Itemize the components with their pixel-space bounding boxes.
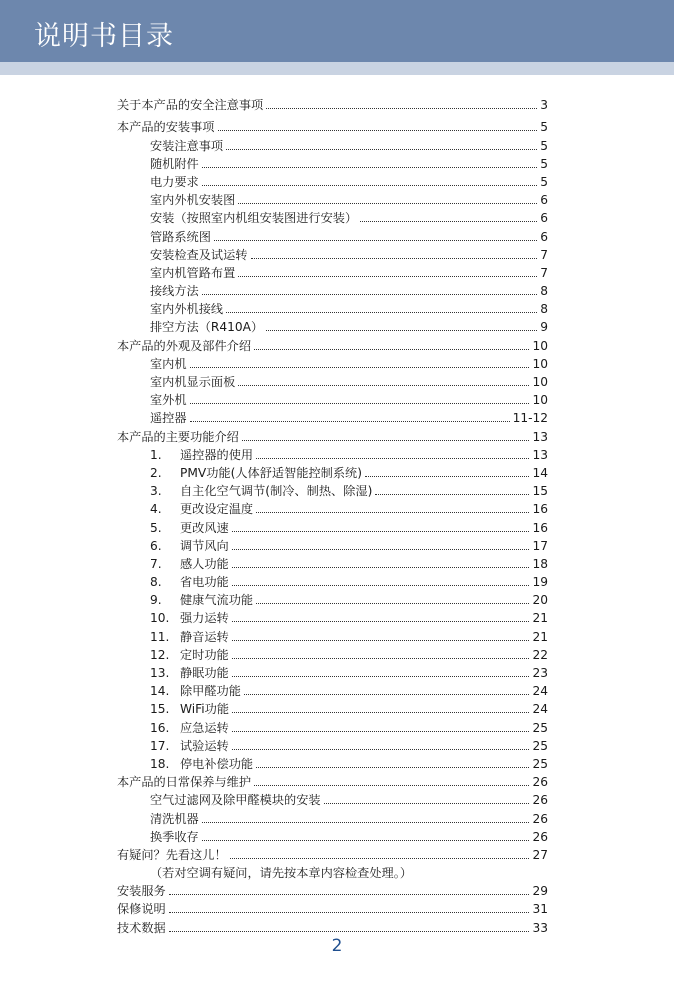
toc-chapter[interactable] — [117, 844, 548, 862]
dot-leader — [256, 603, 529, 604]
dot-leader — [230, 858, 530, 859]
dot-leader — [238, 385, 529, 386]
toc-chapter[interactable] — [117, 334, 548, 352]
toc-entry-title: 保修说明 — [117, 902, 166, 917]
toc-entry-title: 本产品的安装事项 — [117, 120, 215, 135]
toc-entry[interactable] — [117, 189, 548, 207]
dot-leader — [232, 712, 529, 713]
toc-entry-title: 试验运转 — [180, 738, 229, 753]
toc-entry-page: 25 — [532, 738, 548, 753]
toc-entry-page: 9 — [540, 320, 548, 335]
dot-leader — [254, 349, 529, 350]
toc-entry-title: 电力要求 — [150, 174, 199, 189]
dot-leader — [242, 440, 530, 441]
toc-entry-title: 安装注意事项 — [150, 138, 224, 153]
toc-entry[interactable] — [117, 662, 548, 680]
toc-entry-title: 空气过滤网及除甲醛模块的安装 — [150, 793, 321, 808]
toc-entry-number: 2. — [150, 465, 162, 480]
toc-entry-page: 15 — [532, 484, 548, 499]
toc-entry[interactable] — [117, 153, 548, 171]
toc-chapter[interactable] — [117, 116, 548, 134]
toc-entry[interactable] — [117, 244, 548, 262]
toc-entry[interactable] — [117, 807, 548, 825]
toc-entry[interactable] — [117, 353, 548, 371]
toc-entry-title: 本产品的主要功能介绍 — [117, 429, 239, 444]
toc-entry-page: 5 — [540, 138, 548, 153]
dot-leader — [226, 149, 537, 150]
toc-entry[interactable] — [117, 207, 548, 225]
toc-entry-page: 26 — [532, 811, 548, 826]
toc-entry[interactable] — [117, 535, 548, 553]
dot-leader — [202, 840, 530, 841]
toc-entry-title: 遥控器的使用 — [180, 447, 254, 462]
toc-entry[interactable] — [117, 280, 548, 298]
toc-entry-title: WiFi功能 — [180, 702, 230, 717]
dot-leader — [214, 240, 537, 241]
dot-leader — [256, 767, 529, 768]
toc-entry-page: 24 — [532, 702, 548, 717]
toc-chapter[interactable] — [117, 771, 548, 789]
toc-entry-page: 16 — [532, 520, 548, 535]
toc-entry-title: 自主化空气调节(制冷、制热、除湿) — [180, 484, 373, 499]
toc-entry-page: 16 — [532, 502, 548, 517]
toc-entry-page: 22 — [532, 647, 548, 662]
toc-entry[interactable] — [117, 553, 548, 571]
toc-entry-title: 排空方法（R410A） — [150, 320, 264, 335]
dot-leader — [202, 185, 537, 186]
toc-entry-page: 10 — [532, 356, 548, 371]
dot-leader — [232, 549, 530, 550]
toc-entry-page: 14 — [532, 465, 548, 480]
toc-entry-page: 6 — [540, 229, 548, 244]
dot-leader — [202, 167, 537, 168]
toc-entry-page: 19 — [532, 575, 548, 590]
toc-entry-page: 27 — [532, 847, 548, 862]
toc-entry-title: 换季收存 — [150, 829, 199, 844]
toc-entry-title: 有疑问？先看这儿！ — [117, 847, 227, 862]
toc-entry-title: 停电补偿功能 — [180, 756, 254, 771]
toc-entry-page: 26 — [532, 775, 548, 790]
table-of-contents — [117, 94, 548, 935]
toc-entry-title: 调节风向 — [180, 538, 229, 553]
toc-entry[interactable] — [117, 316, 548, 334]
toc-entry-page: 21 — [532, 629, 548, 644]
toc-entry[interactable] — [117, 171, 548, 189]
toc-entry-title: 安装服务 — [117, 884, 166, 899]
toc-entry-number: 17. — [150, 738, 170, 753]
dot-leader — [266, 330, 537, 331]
toc-entry-title: （若对空调有疑问，请先按本章内容检查处理。） — [150, 866, 413, 881]
dot-leader — [232, 731, 530, 732]
toc-entry[interactable] — [117, 516, 548, 534]
toc-entry-title: 室外机 — [150, 393, 187, 408]
toc-chapter[interactable] — [117, 916, 548, 934]
toc-entry-page: 8 — [540, 302, 548, 317]
toc-entry-title: 安装（按照室内机组安装图进行安装） — [150, 211, 358, 226]
dot-leader — [360, 221, 537, 222]
toc-entry-title: 室内外机接线 — [150, 302, 224, 317]
dot-leader — [190, 367, 530, 368]
toc-entry[interactable] — [117, 862, 548, 880]
toc-entry[interactable] — [117, 716, 548, 734]
dot-leader — [232, 567, 530, 568]
toc-chapter[interactable] — [117, 880, 548, 898]
toc-entry-number: 10. — [150, 611, 170, 626]
toc-entry-page: 10 — [532, 338, 548, 353]
toc-entry[interactable] — [117, 262, 548, 280]
dot-leader — [232, 531, 530, 532]
toc-entry-title: 除甲醛功能 — [180, 684, 241, 699]
toc-entry-title: PMV功能(人体舒适智能控制系统) — [180, 465, 362, 480]
toc-entry-number: 7. — [150, 556, 162, 571]
dot-leader — [218, 130, 538, 131]
toc-entry[interactable] — [117, 498, 548, 516]
dot-leader — [232, 749, 530, 750]
toc-entry-number: 4. — [150, 502, 162, 517]
toc-entry-number: 1. — [150, 447, 162, 462]
toc-entry[interactable] — [117, 407, 548, 425]
toc-entry-page: 25 — [532, 720, 548, 735]
toc-entry[interactable] — [117, 789, 548, 807]
toc-entry-page: 29 — [532, 884, 548, 899]
toc-entry[interactable] — [117, 589, 548, 607]
toc-entry-page: 17 — [532, 538, 548, 553]
toc-entry-page: 18 — [532, 556, 548, 571]
toc-entry-title: 技术数据 — [117, 920, 166, 935]
toc-entry[interactable] — [117, 462, 548, 480]
dot-leader — [266, 108, 537, 109]
dot-leader — [169, 894, 530, 895]
toc-entry-title: 安装检查及试运转 — [150, 247, 248, 262]
toc-entry[interactable] — [117, 644, 548, 662]
toc-entry-number: 6. — [150, 538, 162, 553]
toc-entry-title: 定时功能 — [180, 647, 229, 662]
toc-entry-title: 更改风速 — [180, 520, 229, 535]
dot-leader — [202, 294, 537, 295]
toc-entry-number: 13. — [150, 666, 170, 680]
toc-entry[interactable] — [117, 225, 548, 243]
dot-leader — [244, 694, 530, 695]
toc-entry-title: 室内机 — [150, 356, 187, 371]
toc-entry-number: 14. — [150, 684, 170, 699]
toc-entry-page: 26 — [532, 793, 548, 808]
toc-chapter[interactable] — [117, 425, 548, 443]
toc-entry-number: 8. — [150, 575, 162, 590]
toc-entry-title: 接线方法 — [150, 284, 199, 299]
page-number: 2 — [331, 936, 343, 956]
header-bar — [0, 0, 674, 62]
toc-entry-page: 8 — [540, 284, 548, 299]
dot-leader — [256, 458, 529, 459]
dot-leader — [232, 621, 530, 622]
toc-entry-title: 应急运转 — [180, 720, 229, 735]
toc-entry[interactable] — [117, 298, 548, 316]
toc-entry-page: 7 — [540, 247, 548, 262]
toc-entry-page: 31 — [532, 902, 548, 917]
dot-leader — [190, 421, 510, 422]
header-strip — [0, 62, 674, 75]
toc-entry-page: 10 — [532, 393, 548, 408]
toc-entry-number: 3. — [150, 484, 162, 499]
dot-leader — [238, 276, 537, 277]
toc-entry-page: 6 — [540, 211, 548, 226]
toc-entry-number: 12. — [150, 647, 170, 662]
toc-entry-page: 6 — [540, 193, 548, 208]
toc-entry-page: 7 — [540, 265, 548, 280]
toc-entry[interactable] — [117, 480, 548, 498]
toc-entry[interactable] — [117, 134, 548, 152]
toc-entry-title: 静音运转 — [180, 629, 229, 644]
toc-entry-page: 10 — [532, 375, 548, 389]
toc-entry-page: 13 — [532, 429, 548, 444]
toc-entry-title: 清洗机器 — [150, 811, 199, 826]
toc-entry-number: 11. — [150, 629, 170, 644]
dot-leader — [226, 312, 537, 313]
toc-entry-page: 11-12 — [512, 411, 548, 426]
toc-entry[interactable] — [117, 371, 548, 389]
toc-entry-page: 25 — [532, 756, 548, 771]
toc-entry-title: 强力运转 — [180, 611, 229, 626]
toc-entry-title: 室内机管路布置 — [150, 265, 236, 280]
toc-entry-title: 静眠功能 — [180, 666, 229, 680]
toc-entry-title: 本产品的日常保养与维护 — [117, 775, 252, 790]
page-title: 说明书目录 — [34, 21, 174, 52]
toc-entry[interactable] — [117, 680, 548, 698]
dot-leader — [232, 676, 530, 677]
toc-entry[interactable] — [117, 607, 548, 625]
toc-entry-page: 21 — [532, 611, 548, 626]
toc-entry-page: 26 — [532, 829, 548, 844]
dot-leader — [169, 931, 530, 932]
toc-entry[interactable] — [117, 735, 548, 753]
toc-entry[interactable] — [117, 698, 548, 716]
dot-leader — [365, 476, 530, 477]
dot-leader — [375, 494, 529, 495]
toc-entry[interactable] — [117, 625, 548, 643]
toc-entry-title: 遥控器 — [150, 411, 187, 426]
toc-entry[interactable] — [117, 826, 548, 844]
toc-entry-title: 随机附件 — [150, 156, 199, 171]
toc-entry-number: 18. — [150, 756, 170, 771]
toc-entry-page: 33 — [532, 920, 548, 935]
toc-entry-title: 本产品的外观及部件介绍 — [117, 338, 252, 353]
dot-leader — [251, 258, 538, 259]
toc-entry-title: 感人功能 — [180, 556, 229, 571]
toc-entry-title: 更改设定温度 — [180, 502, 254, 517]
dot-leader — [232, 585, 530, 586]
toc-entry-number: 15. — [150, 702, 170, 717]
dot-leader — [232, 658, 530, 659]
toc-entry-title: 室内机显示面板 — [150, 375, 236, 389]
toc-entry-title: 管路系统图 — [150, 229, 211, 244]
dot-leader — [324, 803, 530, 804]
toc-entry-title: 健康气流功能 — [180, 593, 254, 608]
toc-entry[interactable] — [117, 389, 548, 407]
dot-leader — [202, 822, 530, 823]
toc-chapter[interactable] — [117, 898, 548, 916]
toc-entry-number: 16. — [150, 720, 170, 735]
toc-entry-title: 省电功能 — [180, 575, 229, 590]
toc-entry-page: 20 — [532, 593, 548, 608]
toc-entry-page: 24 — [532, 684, 548, 699]
dot-leader — [256, 512, 529, 513]
toc-entry-title: 关于本产品的安全注意事项 — [117, 98, 264, 113]
dot-leader — [232, 640, 530, 641]
toc-chapter[interactable] — [117, 94, 548, 112]
toc-entry-page: 3 — [540, 98, 548, 113]
toc-entry-page: 5 — [540, 120, 548, 135]
toc-entry[interactable] — [117, 571, 548, 589]
toc-entry[interactable] — [117, 753, 548, 771]
dot-leader — [169, 912, 530, 913]
dot-leader — [238, 203, 537, 204]
toc-entry-page: 5 — [540, 174, 548, 189]
toc-entry-number: 5. — [150, 520, 162, 535]
toc-entry[interactable] — [117, 444, 548, 462]
toc-entry-page: 23 — [532, 666, 548, 680]
dot-leader — [254, 785, 529, 786]
toc-entry-page: 5 — [540, 156, 548, 171]
toc-entry-page: 13 — [532, 447, 548, 462]
toc-entry-title: 室内外机安装图 — [150, 193, 236, 208]
toc-entry-number: 9. — [150, 593, 162, 608]
dot-leader — [190, 403, 530, 404]
